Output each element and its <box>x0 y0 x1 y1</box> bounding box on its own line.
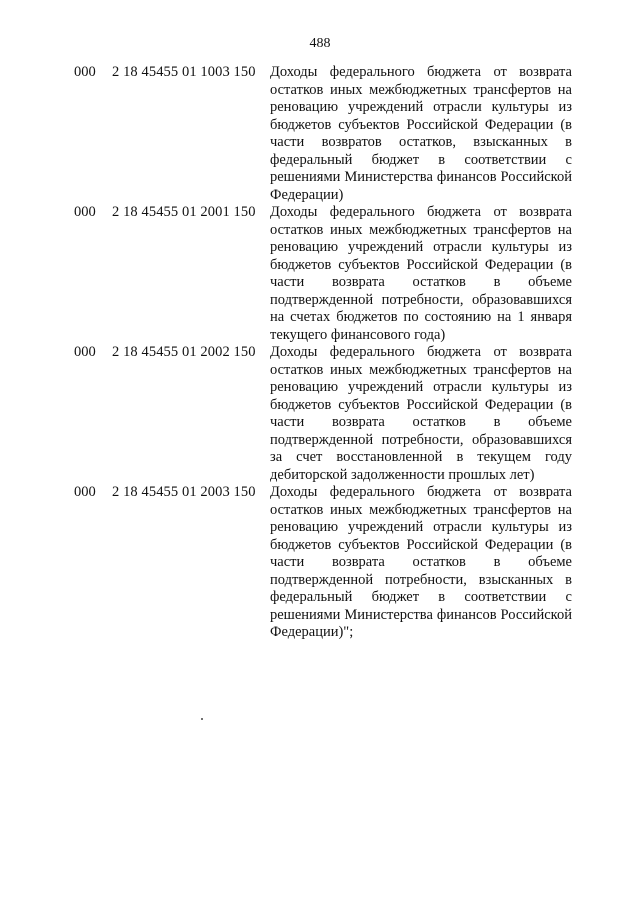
entry-description: Доходы федерального бюджета от возврата остатков иных межбюджетных трансфертов на реновацию учреждений отрасли культуры из бюджетов субъектов Российской Федерации (в части возврата остатков в объеме подтвержденной потребности, образовавшихся за счет восстановленной в текущем году дебиторской задолженности прошлых лет) <box>270 344 572 483</box>
classification-code: 2 18 45455 01 2002 150 <box>112 344 256 360</box>
entry-description: Доходы федерального бюджета от возврата остатков иных межбюджетных трансфертов на реновацию учреждений отрасли культуры из бюджетов субъектов Российской Федерации (в части возврата остатков в объеме подтвержденной потребности, взысканных в федеральный бюджет в соответствии с решениями Министерства финансов Российской Федерации)"; <box>270 484 572 640</box>
classification-entry <box>68 64 588 204</box>
admin-code: 000 <box>74 484 96 500</box>
classification-entry <box>68 204 588 344</box>
classification-entry <box>68 344 588 484</box>
entry-description: Доходы федерального бюджета от возврата остатков иных межбюджетных трансфертов на реновацию учреждений отрасли культуры из бюджетов субъектов Российской Федерации (в части возвратов остатков, взысканных в федеральный бюджет в соответствии с решениями Министерства финансов Российской Федерации) <box>270 64 572 203</box>
admin-code: 000 <box>74 204 96 220</box>
page-number: 488 <box>309 36 331 51</box>
classification-code: 2 18 45455 01 2003 150 <box>112 484 256 500</box>
budget-classification-list <box>68 64 588 642</box>
scan-speck <box>201 718 203 720</box>
entry-description: Доходы федерального бюджета от возврата остатков иных межбюджетных трансфертов на реновацию учреждений отрасли культуры из бюджетов субъектов Российской Федерации (в части возврата остатков в объеме подтвержденной потребности, образовавшихся на счетах бюджетов по состоянию на 1 января текущего финансового года) <box>270 204 572 343</box>
classification-code: 2 18 45455 01 1003 150 <box>112 64 256 80</box>
admin-code: 000 <box>74 344 96 360</box>
classification-entry <box>68 484 588 642</box>
classification-code: 2 18 45455 01 2001 150 <box>112 204 256 220</box>
admin-code: 000 <box>74 64 96 80</box>
